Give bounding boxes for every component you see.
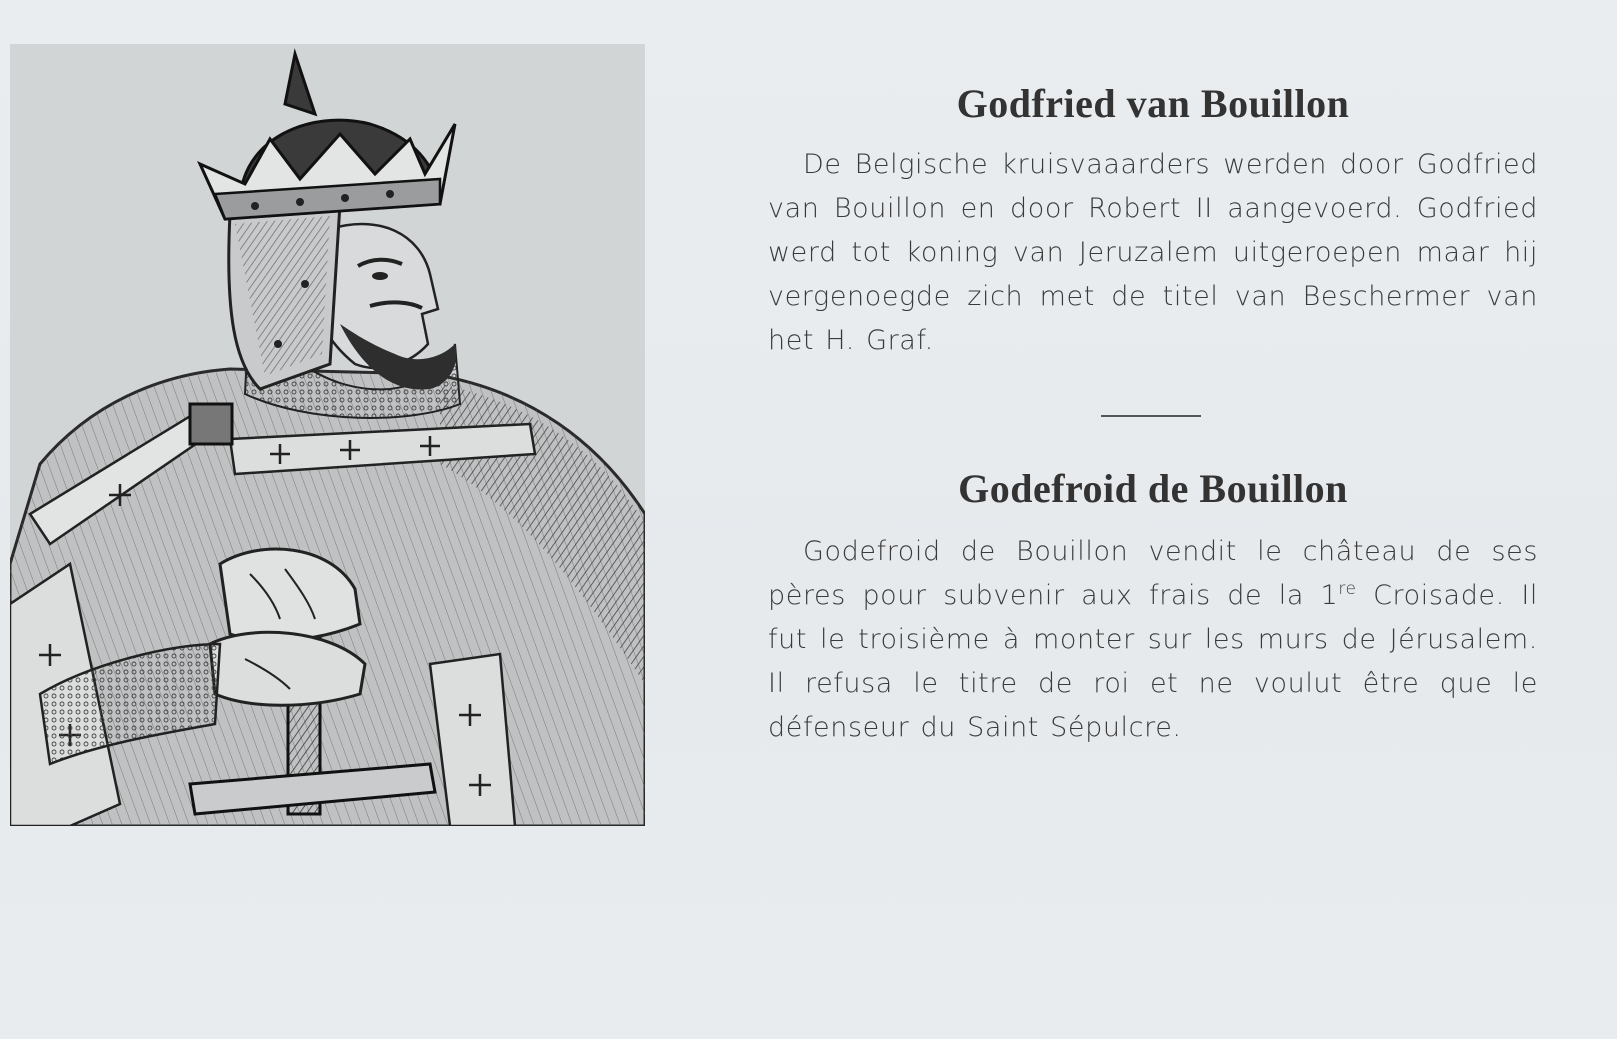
title-french: Godefroid de Bouillon bbox=[958, 466, 1348, 511]
paragraph-dutch: De Belgische kruisvaaarders werden door Godfried van Bouillon en door Robert II aangevoerd. Godfried werd tot koning van Jeruzalem uitgeroepen maar hij vergenoegde zich met de titel van Beschermer van het H. Graf. bbox=[768, 149, 1538, 356]
ordinal-superscript: re bbox=[1338, 579, 1357, 599]
text-column bbox=[768, 80, 1538, 750]
portrait-engraving bbox=[10, 44, 645, 826]
title-dutch: Godfried van Bouillon bbox=[956, 81, 1350, 126]
paragraph-french bbox=[768, 530, 1538, 750]
paragraph-french-part1: Godefroid de Bouillon vendit le château de ses pères pour subvenir aux frais de la 1 bbox=[768, 536, 1538, 611]
paragraph-french-part2: Croisade. Il fut le troisième à monter sur les murs de Jérusalem. Il refusa le titre de roi et ne voulut être que le défenseur du Saint Sépulcre. bbox=[768, 580, 1538, 743]
section-divider bbox=[1101, 415, 1201, 417]
